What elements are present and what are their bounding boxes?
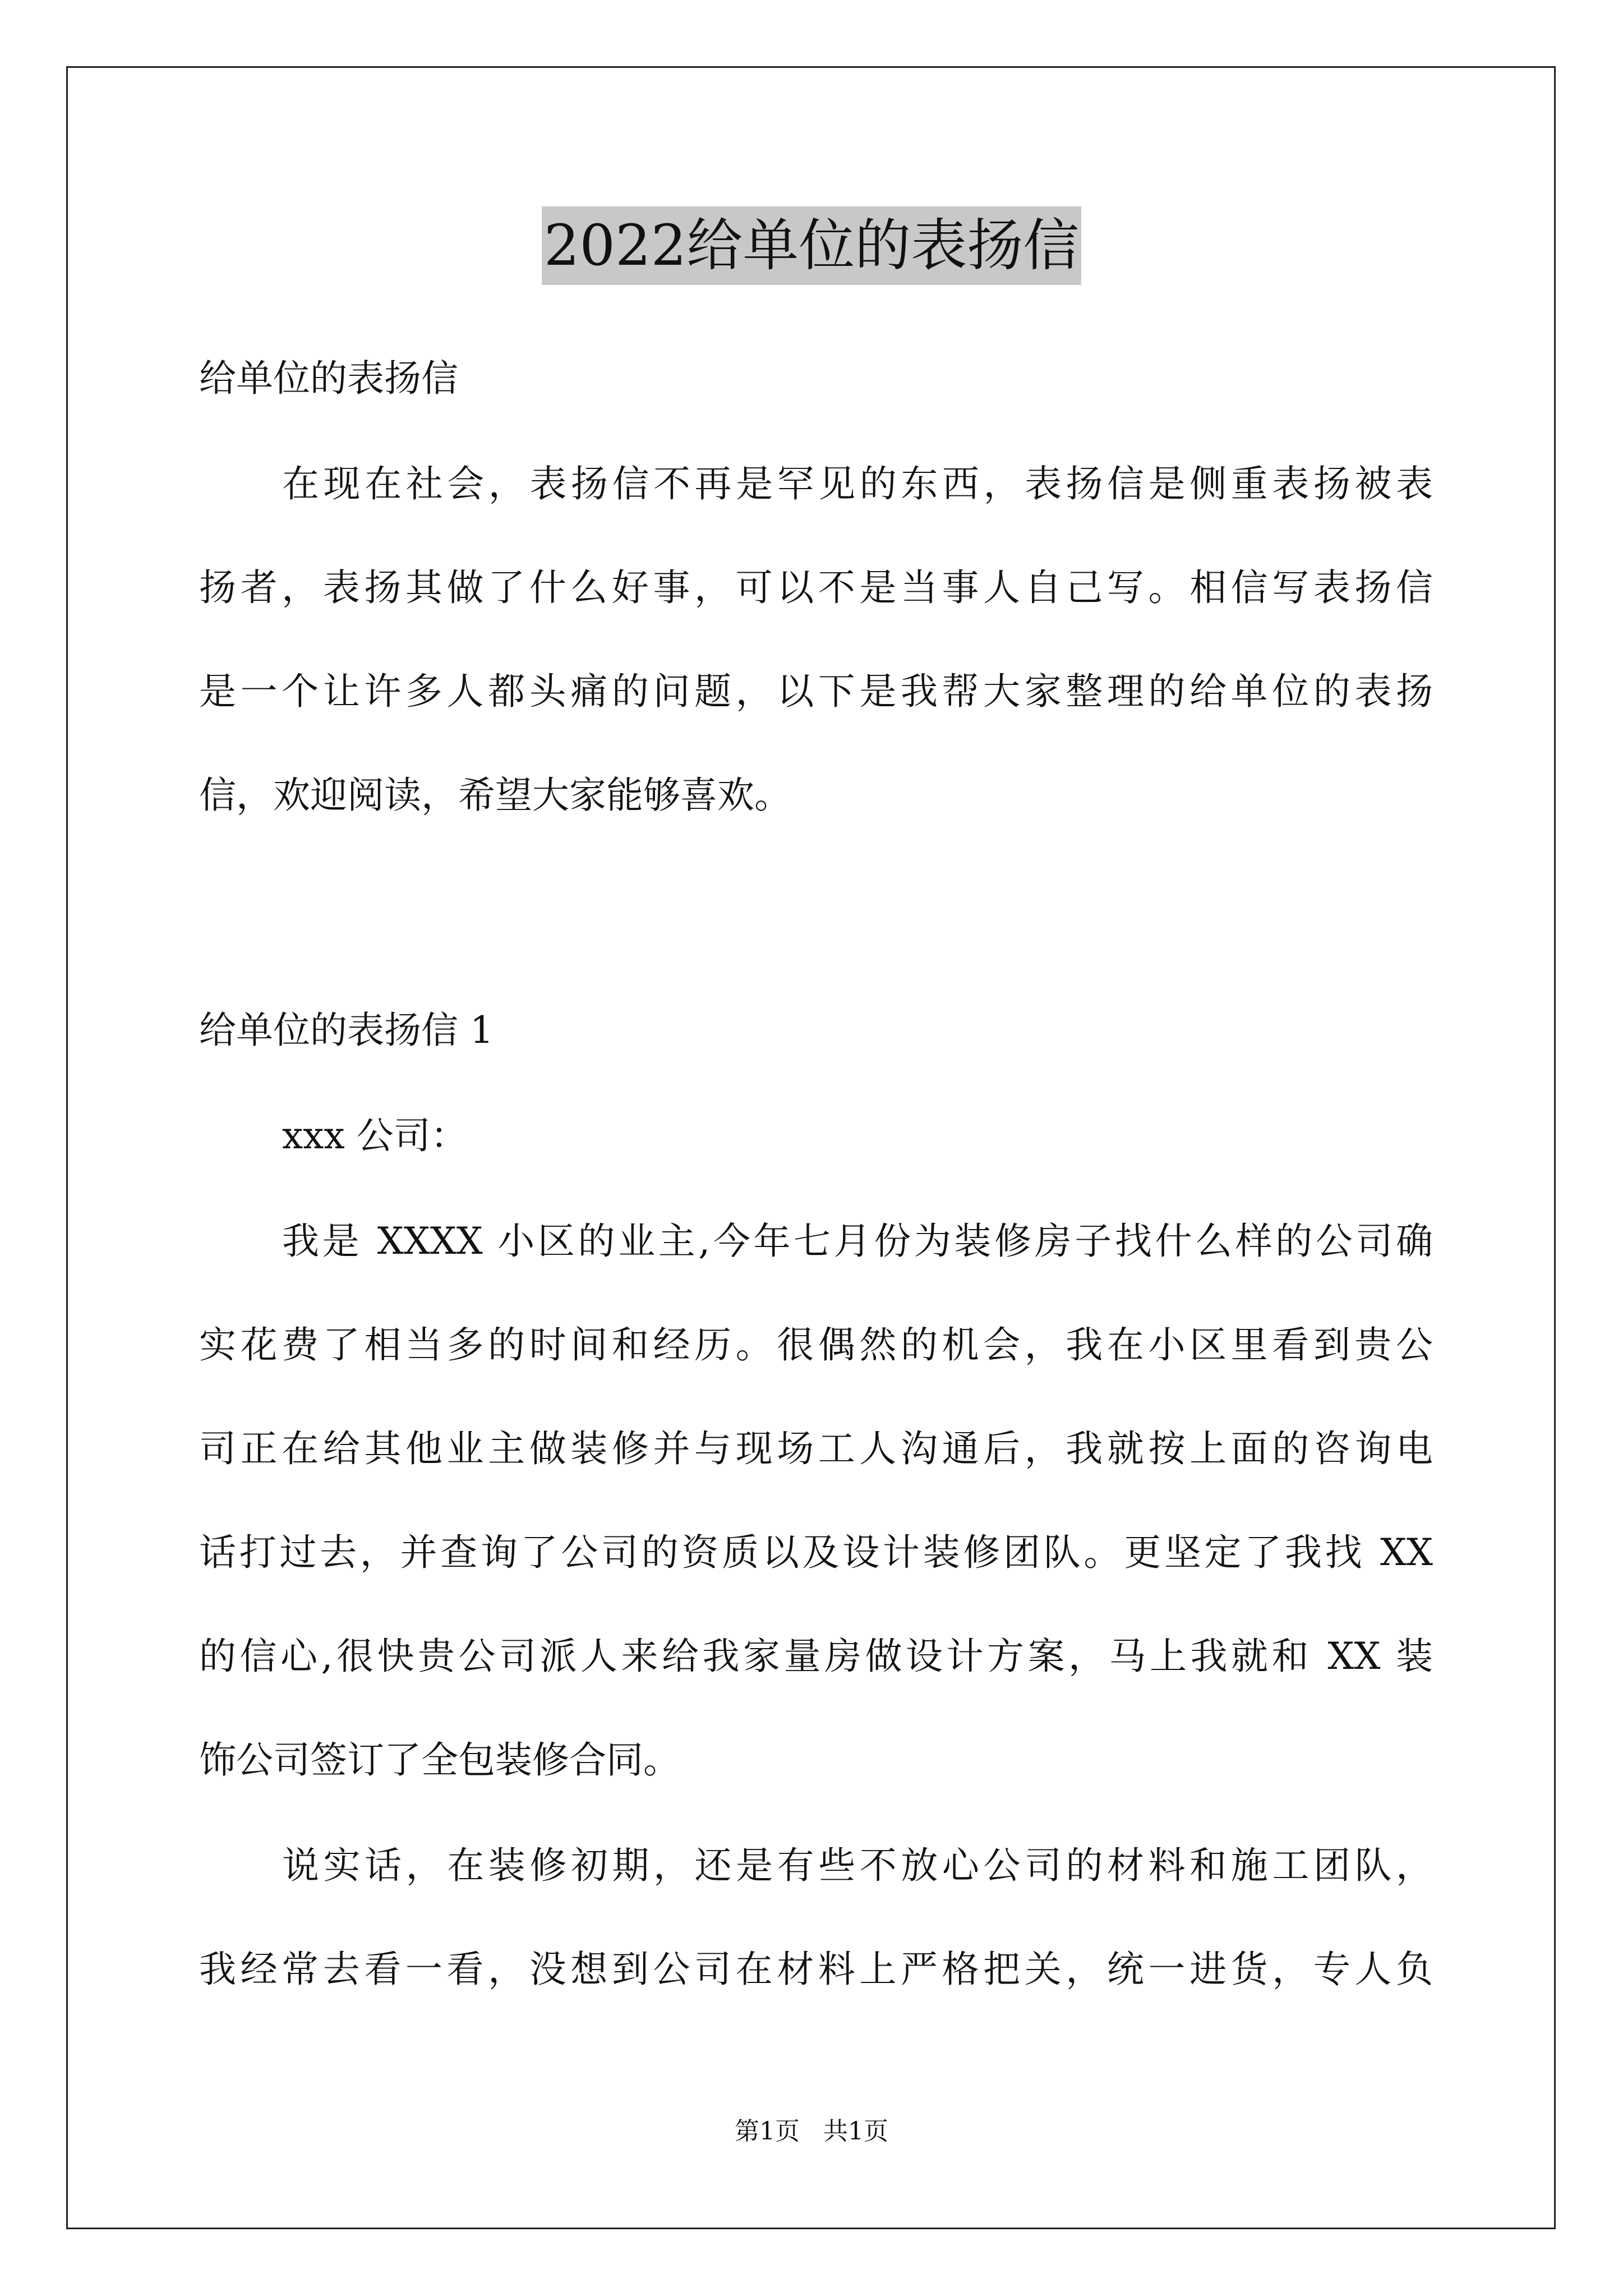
letter-heading: 给单位的表扬信 1: [199, 1009, 494, 1052]
intro-line: 是一个让许多人都头痛的问题，以下是我帮大家整理的给单位的表扬: [199, 670, 1433, 713]
intro-line: 在现在社会，表扬信不再是罕见的东西，表扬信是侧重表扬被表: [282, 462, 1433, 505]
paragraph-line: 话打过去，并查询了公司的资质以及设计装修团队。更坚定了我找 XX: [199, 1531, 1433, 1574]
intro-line: 扬者，表扬其做了什么好事，可以不是当事人自己写。相信写表扬信: [199, 566, 1433, 609]
paragraph-line: 我是 XXXX 小区的业主,今年七月份为装修房子找什么样的公司确: [282, 1220, 1433, 1263]
page-footer: 第1页 共1页: [735, 2117, 888, 2146]
intro-heading: 给单位的表扬信: [199, 357, 458, 400]
paragraph-line: 饰公司签订了全包装修合同。: [199, 1738, 680, 1782]
intro-line: 信，欢迎阅读，希望大家能够喜欢。: [199, 774, 791, 817]
title-container: [0, 206, 1623, 285]
paragraph-line: 的信心,很快贵公司派人来给我家量房做设计方案，马上我就和 XX 装: [199, 1635, 1433, 1678]
paragraph-line: 我经常去看一看，没想到公司在材料上严格把关，统一进货，专人负: [199, 1948, 1433, 1991]
salutation: xxx 公司：: [282, 1114, 468, 1157]
paragraph-line: 说实话，在装修初期，还是有些不放心公司的材料和施工团队，: [282, 1844, 1433, 1887]
paragraph-line: 司正在给其他业主做装修并与现场工人沟通后，我就按上面的咨询电: [199, 1427, 1433, 1470]
document-title: 2022给单位的表扬信: [542, 206, 1082, 285]
paragraph-line: 实花费了相当多的时间和经历。很偶然的机会，我在小区里看到贵公: [199, 1323, 1433, 1366]
